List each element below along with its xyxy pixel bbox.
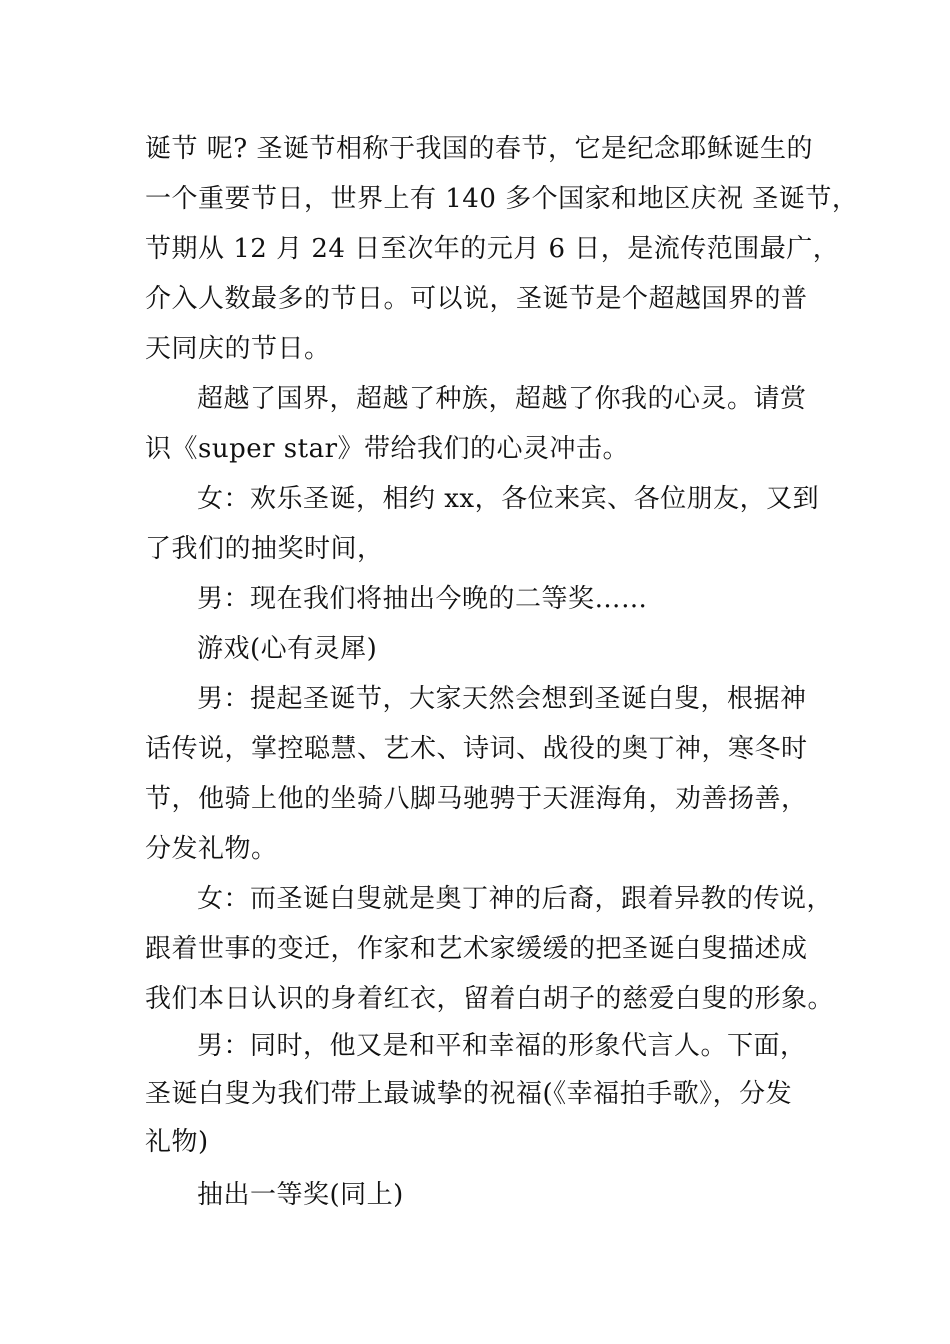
paragraph-line: 超越了国界，超越了种族，超越了你我的心灵。请赏 [197, 384, 807, 414]
paragraph-line: 诞节 呢? 圣诞节相称于我国的春节，它是纪念耶稣诞生的 [145, 134, 813, 164]
paragraph-line: 女：欢乐圣诞，相约 xx，各位来宾、各位朋友，又到 [197, 484, 820, 514]
paragraph-line: 了我们的抽奖时间， [145, 534, 384, 564]
paragraph-line: 节期从 12 月 24 日至次年的元月 6 日，是流传范围最广， [145, 234, 840, 264]
paragraph-line: 游戏(心有灵犀) [197, 634, 378, 664]
paragraph-line: 男：现在我们将抽出今晚的二等奖…… [197, 584, 648, 614]
paragraph-line: 话传说，掌控聪慧、艺术、诗词、战役的奥丁神，寒冬时 [145, 734, 808, 764]
paragraph-line: 跟着世事的变迁，作家和艺术家缓缓的把圣诞白叟描述成 [145, 934, 808, 964]
paragraph-line: 识《super star》带给我们的心灵冲击。 [145, 434, 630, 464]
paragraph-line: 礼物) [145, 1127, 209, 1157]
paragraph-line: 抽出一等奖(同上) [197, 1180, 404, 1210]
paragraph-line: 男：同时，他又是和平和幸福的形象代言人。下面， [197, 1031, 807, 1061]
paragraph-line: 节，他骑上他的坐骑八脚马驰骋于天涯海角，劝善扬善， [145, 784, 808, 814]
paragraph-line: 女：而圣诞白叟就是奥丁神的后裔，跟着异教的传说， [197, 884, 834, 914]
paragraph-line: 一个重要节日，世界上有 140 多个国家和地区庆祝 圣诞节， [145, 184, 859, 214]
paragraph-line: 介入人数最多的节日。可以说，圣诞节是个超越国界的普 [145, 284, 808, 314]
paragraph-line: 分发礼物。 [145, 834, 278, 864]
paragraph-line: 天同庆的节日。 [145, 334, 331, 364]
paragraph-line: 男：提起圣诞节，大家天然会想到圣诞白叟，根据神 [197, 684, 807, 714]
paragraph-line: 圣诞白叟为我们带上最诚挚的祝福(《幸福拍手歌》，分发 [145, 1079, 793, 1109]
paragraph-line: 我们本日认识的身着红衣，留着白胡子的慈爱白叟的形象。 [145, 984, 835, 1014]
